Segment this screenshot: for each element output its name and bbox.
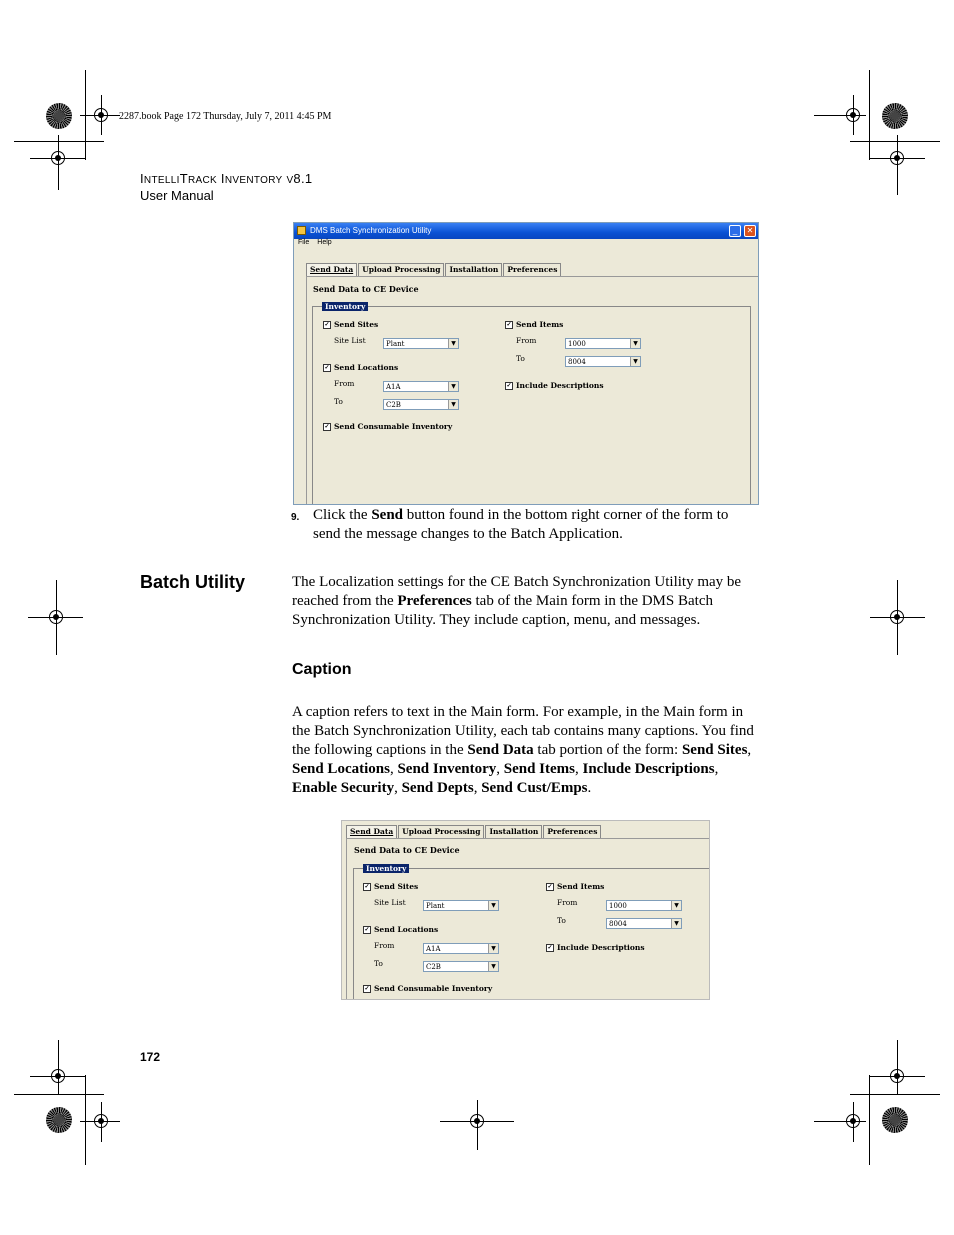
checkbox-icon: ✓ <box>324 321 330 328</box>
dropdown-arrow-icon: ▼ <box>488 962 498 971</box>
dropdown-arrow-icon: ▼ <box>671 901 681 910</box>
caption-p-b: tab portion of the form: <box>533 742 682 758</box>
items-from-label: From <box>557 898 578 907</box>
checkbox-icon: ✓ <box>364 883 370 890</box>
caption-comma: , <box>389 761 398 777</box>
items-from-dropdown[interactable] <box>565 338 641 349</box>
crop-line <box>58 1040 59 1095</box>
batch-utility-heading: Batch Utility <box>140 572 246 592</box>
site-list-label: Site List <box>374 898 406 907</box>
send-data-panel <box>306 276 759 505</box>
caption-bold-5: Send Items <box>503 761 575 777</box>
items-to-dropdown[interactable] <box>606 918 682 929</box>
menu-bar <box>294 239 758 251</box>
include-descriptions-checkbox[interactable] <box>546 943 645 952</box>
checkbox-icon: ✓ <box>364 985 370 992</box>
registration-mark-icon <box>94 1114 108 1128</box>
batch-p-a: The Localization settings for the CE Batch Synchronization Utility may be reached from the <box>292 574 742 609</box>
dropdown-arrow-icon: ▼ <box>448 382 458 391</box>
starburst-mark-icon <box>46 1107 72 1133</box>
checkbox-icon: ✓ <box>324 364 330 371</box>
site-list-label: Site List <box>334 336 366 345</box>
caption-bold-6: Include Descriptions <box>582 761 715 777</box>
crop-line <box>14 1094 104 1095</box>
minimize-icon[interactable]: _ <box>729 225 741 237</box>
loc-to-dropdown[interactable] <box>423 961 499 972</box>
items-to-label: To <box>516 354 525 363</box>
include-descriptions-checkbox[interactable] <box>505 381 604 390</box>
caption-bold-3: Send Locations <box>292 761 390 777</box>
caption-comma: , <box>473 780 482 796</box>
crop-line <box>85 1075 86 1165</box>
send-consumable-checkbox[interactable] <box>323 422 452 431</box>
caption-bold-9: Send Cust/Emps <box>481 780 588 796</box>
menu-help[interactable]: Help <box>317 239 332 246</box>
step-number: 9. <box>291 512 300 523</box>
crop-line <box>897 1040 898 1095</box>
site-list-dropdown[interactable] <box>383 338 459 349</box>
items-to-value: 8004 <box>609 920 627 928</box>
app-icon <box>297 226 306 235</box>
items-to-value: 8004 <box>568 358 586 366</box>
registration-mark-icon <box>470 1114 484 1128</box>
loc-to-value: C2B <box>386 401 401 409</box>
items-from-value: 1000 <box>568 340 586 348</box>
send-items-label: Send Items <box>557 882 605 891</box>
dropdown-arrow-icon: ▼ <box>448 400 458 409</box>
loc-from-dropdown[interactable] <box>423 943 499 954</box>
registration-mark-icon <box>890 610 904 624</box>
page-number: 172 <box>140 1050 161 1064</box>
tab-installation[interactable]: Installation <box>485 825 542 838</box>
site-list-dropdown[interactable] <box>423 900 499 911</box>
tab-send-data[interactable]: Send Data <box>306 263 357 276</box>
crop-line <box>850 141 940 142</box>
send-sites-label: Send Sites <box>334 320 379 329</box>
caption-p-a: A caption refers to text in the Main form. For example, in the Main form in the Batch Synchronization Utility, each tab contains many captions. You find the following captions in the <box>292 704 754 758</box>
caption-heading: Caption <box>292 661 352 678</box>
tab-preferences[interactable]: Preferences <box>503 263 561 276</box>
caption-comma: , <box>747 742 752 758</box>
send-consumable-label: Send Consumable Inventory <box>374 984 493 993</box>
step-9-text-a: Click the <box>313 507 372 523</box>
loc-to-label: To <box>334 397 343 406</box>
items-from-dropdown[interactable] <box>606 900 682 911</box>
caption-paragraph <box>292 703 757 798</box>
window-titlebar <box>294 223 758 239</box>
screenshot-send-data-tab <box>341 820 710 1000</box>
tab-upload-processing[interactable]: Upload Processing <box>358 263 444 276</box>
crop-line <box>869 70 870 160</box>
dropdown-arrow-icon: ▼ <box>630 339 640 348</box>
crop-line <box>869 1075 870 1165</box>
running-head-subtitle: User Manual <box>140 188 214 203</box>
caption-bold-2: Send Sites <box>681 742 748 758</box>
include-descriptions-label: Include Descriptions <box>516 381 604 390</box>
send-locations-label: Send Locations <box>374 925 439 934</box>
caption-comma: , <box>575 761 583 777</box>
items-from-label: From <box>516 336 537 345</box>
items-to-label: To <box>557 916 566 925</box>
caption-comma: , <box>496 761 504 777</box>
step-9-text-b: button found in the bottom right corner of the form to send the message changes to the Batch Application. <box>313 507 729 542</box>
print-header: 2287.book Page 172 Thursday, July 7, 2011 4:45 PM <box>119 111 332 122</box>
items-to-dropdown[interactable] <box>565 356 641 367</box>
registration-mark-icon <box>890 151 904 165</box>
include-descriptions-label: Include Descriptions <box>557 943 645 952</box>
registration-mark-icon <box>51 151 65 165</box>
checkbox-icon: ✓ <box>364 926 370 933</box>
step-9-send-bold: Send <box>371 507 404 523</box>
inventory-groupbox <box>353 864 710 1000</box>
checkbox-icon: ✓ <box>547 883 553 890</box>
send-sites-label: Send Sites <box>374 882 419 891</box>
section-title: Send Data to CE Device <box>313 284 419 294</box>
tab-installation[interactable]: Installation <box>445 263 502 276</box>
inventory-groupbox <box>312 302 751 505</box>
batch-p-b: tab of the Main form in the DMS Batch Synchronization Utility. They include caption, menu, and messages. <box>292 593 713 628</box>
batch-utility-paragraph <box>292 573 758 630</box>
loc-from-dropdown[interactable] <box>383 381 459 392</box>
tab-strip <box>346 825 602 838</box>
registration-mark-icon <box>49 610 63 624</box>
dropdown-arrow-icon: ▼ <box>488 901 498 910</box>
tab-upload-processing[interactable]: Upload Processing <box>398 825 484 838</box>
step-9-text <box>313 506 753 544</box>
loc-from-label: From <box>374 941 395 950</box>
close-icon[interactable]: ✕ <box>744 225 756 237</box>
tab-strip <box>306 263 562 276</box>
site-list-value: Plant <box>386 340 405 348</box>
registration-mark-icon <box>890 1069 904 1083</box>
checkbox-icon: ✓ <box>506 321 512 328</box>
loc-from-value: A1A <box>386 383 401 391</box>
registration-mark-icon <box>94 108 108 122</box>
dropdown-arrow-icon: ▼ <box>448 339 458 348</box>
dropdown-arrow-icon: ▼ <box>488 944 498 953</box>
window-title: DMS Batch Synchronization Utility <box>310 226 432 235</box>
running-head-title: INTELLITRACK INVENTORY V8.1 <box>140 171 313 186</box>
caption-period: . <box>587 780 592 796</box>
starburst-mark-icon <box>882 103 908 129</box>
tab-send-data[interactable]: Send Data <box>346 825 397 838</box>
caption-bold-7: Enable Security <box>292 780 395 796</box>
section-title: Send Data to CE Device <box>354 845 460 855</box>
caption-bold-4: Send Inventory <box>397 761 497 777</box>
send-consumable-checkbox[interactable] <box>363 984 492 993</box>
send-sites-checkbox[interactable] <box>323 320 378 329</box>
dropdown-arrow-icon: ▼ <box>671 919 681 928</box>
screenshot-batch-sync-window <box>293 222 759 505</box>
loc-to-label: To <box>374 959 383 968</box>
crop-line <box>850 1094 940 1095</box>
site-list-value: Plant <box>426 902 445 910</box>
starburst-mark-icon <box>46 103 72 129</box>
loc-from-label: From <box>334 379 355 388</box>
send-locations-checkbox[interactable] <box>363 925 438 934</box>
inventory-legend: Inventory <box>322 302 368 311</box>
registration-mark-icon <box>846 1114 860 1128</box>
registration-mark-icon <box>846 108 860 122</box>
crop-line <box>14 141 104 142</box>
caption-bold-1: Send Data <box>467 742 534 758</box>
checkbox-icon: ✓ <box>324 423 330 430</box>
checkbox-icon: ✓ <box>547 944 553 951</box>
caption-comma: , <box>394 780 402 796</box>
caption-comma: , <box>714 761 719 777</box>
dropdown-arrow-icon: ▼ <box>630 357 640 366</box>
send-items-checkbox[interactable] <box>505 320 563 329</box>
send-items-label: Send Items <box>516 320 564 329</box>
loc-to-dropdown[interactable] <box>383 399 459 410</box>
checkbox-icon: ✓ <box>506 382 512 389</box>
registration-mark-icon <box>51 1069 65 1083</box>
menu-file[interactable]: File <box>298 239 310 246</box>
starburst-mark-icon <box>882 1107 908 1133</box>
loc-from-value: A1A <box>426 945 441 953</box>
send-consumable-label: Send Consumable Inventory <box>334 422 453 431</box>
crop-line <box>897 135 898 195</box>
tab-preferences[interactable]: Preferences <box>543 825 601 838</box>
send-data-panel <box>346 838 710 1000</box>
caption-bold-8: Send Depts <box>401 780 474 796</box>
send-locations-label: Send Locations <box>334 363 399 372</box>
inventory-legend: Inventory <box>363 864 409 873</box>
batch-p-preferences-bold: Preferences <box>397 593 472 609</box>
loc-to-value: C2B <box>426 963 441 971</box>
send-items-checkbox[interactable] <box>546 882 604 891</box>
items-from-value: 1000 <box>609 902 627 910</box>
send-sites-checkbox[interactable] <box>363 882 418 891</box>
send-locations-checkbox[interactable] <box>323 363 398 372</box>
